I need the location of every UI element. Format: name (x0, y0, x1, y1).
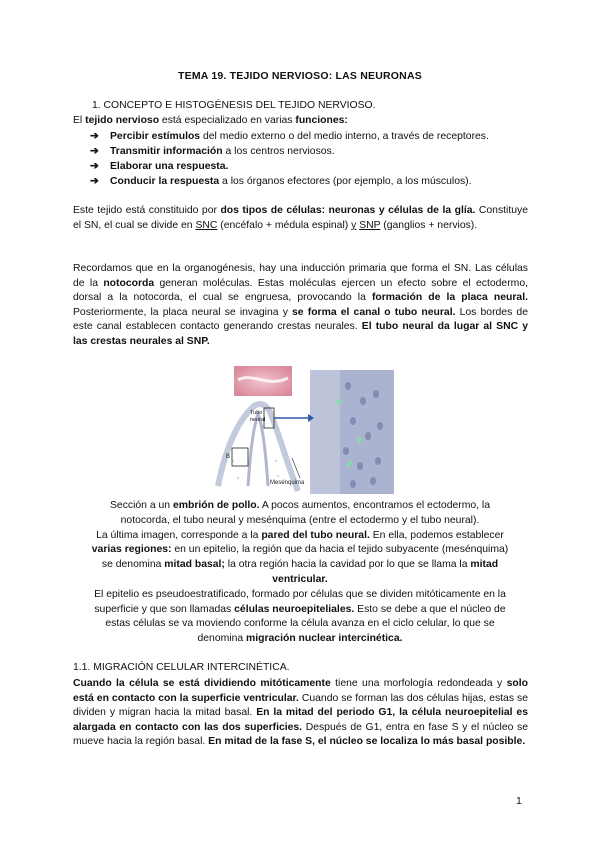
cap-l4a: varias regiones: (91, 544, 172, 556)
label-neural: neural (250, 417, 266, 423)
label-mesenquima: Mesénquima (270, 480, 305, 486)
intro-text-b: tejido nervioso (85, 115, 160, 126)
cap-l5d: mitad (470, 559, 499, 571)
para1-snc: SNC (195, 219, 218, 231)
function-rest: del medio externo o del medio interno, a través de receptores. (200, 131, 489, 142)
cap-l1c: A pocos aumentos, encontramos el ectodermo, la (259, 500, 491, 511)
function-item (90, 145, 335, 159)
function-bold: Conducir la respuesta (110, 176, 220, 187)
function-bold: Transmitir información (110, 146, 223, 157)
para1-b: dos tipos de células: neuronas y células de la glía. (220, 205, 476, 216)
function-bold: Elaborar una respuesta. (110, 161, 229, 172)
arrow-right-icon: ➔ (90, 146, 99, 157)
cap-l5a: se denomina (101, 559, 165, 571)
caption-line: estas células se va moviendo conforme la célula avanza en el ciclo celular, lo que se (105, 618, 495, 630)
caption-line (70, 499, 530, 514)
s11-d: Cuando se forman las dos células hijas, estas se dividen y migran hacia la mitad basal. (73, 692, 528, 719)
cap-l10b: migración nuclear intercinética. (246, 633, 403, 645)
section-heading-1-1: 1.1. MIGRACIÓN CELULAR INTERCINÉTICA. (73, 662, 290, 673)
para2-h: El tubo neural da lugar al SNC y las crestas neurales al SNP. (73, 321, 528, 347)
caption-line: notocorda, el tubo neural y mesénquima (entre el ectodermo y el tubo neural). (120, 514, 480, 526)
para2-d: formación de la placa neural. (371, 292, 528, 304)
para1-d: (encéfalo + médula espinal) (217, 219, 352, 231)
section-heading-1: 1. CONCEPTO E HISTOGÉNESIS DEL TEJIDO NERVIOSO. (92, 100, 376, 111)
function-item (90, 130, 489, 144)
caption-line (70, 558, 530, 573)
function-bold: Percibir estímulos (110, 131, 201, 142)
paragraph-organogenesis (73, 262, 528, 350)
arrow-right-icon: ➔ (90, 161, 99, 172)
intro-text-c: está especializado en varias (159, 115, 296, 126)
para2-a: Recordamos que en la organogénesis, hay una inducción primaria que forma el SN. Las células de la (73, 263, 528, 289)
cap-l3b: pared del tubo neural. (261, 529, 370, 541)
paragraph-cell-types (73, 204, 528, 233)
function-rest: a los centros nerviosos. (222, 146, 335, 157)
para2-f: se forma el canal o tubo neural. (292, 306, 456, 318)
para1-a: Este tejido está constituido por (73, 205, 221, 216)
cap-l10a: denomina (197, 633, 247, 645)
cap-l8b: células neuroepiteliales. (234, 603, 355, 615)
caption-line (70, 603, 530, 618)
para1-snp: SNP (359, 219, 381, 231)
arrow-right-icon: ➔ (90, 131, 99, 142)
intro-line (73, 114, 348, 128)
cap-l5b: mitad basal; (164, 559, 225, 571)
arrow-right-icon: ➔ (90, 176, 99, 187)
intro-text-d: funciones: (295, 115, 348, 126)
s11-a: Cuando la célula se está dividiendo mitóticamente (73, 678, 331, 689)
para1-c: Constituye el SN, el cual se divide en (73, 205, 528, 231)
para2-b: notocorda (103, 277, 155, 289)
cap-l8a: superficie y que son llamadas (94, 603, 235, 615)
page-title: TEMA 19. TEJIDO NERVIOSO: LAS NEURONAS (178, 70, 422, 82)
cap-l6: ventricular. (272, 573, 328, 585)
caption-line (70, 529, 530, 544)
s11-e: En la mitad del periodo G1, la célula neuroepitelial es alargada en contacto con las dos superficies. (73, 707, 528, 733)
paragraph-interkinetic-migration (73, 677, 528, 750)
s11-c: solo está en contacto con la superficie ventricular. (73, 678, 528, 704)
label-b: B (226, 454, 231, 460)
para2-g: Los bordes de este canal establecen contacto generando crestas neurales. (73, 306, 528, 333)
embryo-micrograph-figure (208, 366, 394, 494)
s11-g: En mitad de la fase S, el núcleo se localiza lo más basal posible. (208, 736, 526, 748)
cap-l1b: embrión de pollo. (172, 500, 260, 511)
intro-text-a: El (73, 115, 86, 126)
para1-y: y (351, 219, 357, 231)
para2-e: Posteriormente, la placa neural se invagina y (73, 306, 293, 318)
figure-caption (70, 499, 530, 647)
page-number: 1 (516, 795, 522, 807)
s11-b: tiene una morfología redondeada y (330, 678, 507, 689)
cap-l3c: En ella, podemos establecer (369, 529, 504, 541)
caption-line (70, 543, 530, 558)
cap-l3a: La última imagen, corresponde a la (96, 529, 262, 541)
cap-l8c: Esto se debe a que el núcleo de (354, 603, 506, 615)
para2-c: generan moléculas. Estas moléculas ejercen un efecto sobre el ectodermo, dorsal a la notocorda, el cual se engruesa, provocando la (73, 277, 528, 304)
label-tubo: Tubo (250, 410, 263, 416)
function-rest: a los órganos efectores (por ejemplo, a los músculos). (219, 176, 472, 187)
cap-l5c: la otra región hacia la cavidad por lo que se llama la (224, 559, 471, 571)
para1-e: (ganglios + nervios). (380, 219, 478, 231)
cap-l1a: Sección a un (109, 500, 173, 511)
cap-l4b: en un epitelio, la región que da hacia el tejido subyacente (mesénquima) (171, 544, 509, 556)
caption-line (70, 573, 530, 588)
function-item (90, 160, 228, 174)
s11-f: Después de G1, entra en fase S y el núcleo se mueve hacia la región basal. (73, 721, 528, 748)
function-item (90, 175, 472, 189)
caption-line: El epitelio es pseudoestratificado, formado por células que se dividen mitóticamente en la (94, 588, 506, 600)
caption-line (70, 632, 530, 647)
